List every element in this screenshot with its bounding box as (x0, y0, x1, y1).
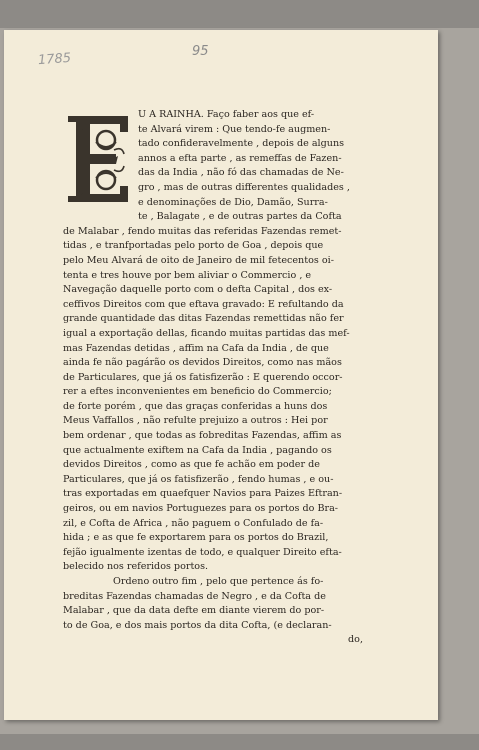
text-line: de forte porém , que das graças conferidas a huns dos (63, 400, 328, 412)
decree-text (63, 108, 363, 648)
catchword: do, (348, 634, 363, 646)
text-line: to de Goa, e dos mais portos da dita Cofta, (e declaran- (63, 619, 332, 631)
text-line: mas Fazendas detidas , affim na Cafa da India , de que (63, 342, 329, 354)
text-line: de Particulares, que já os fatisfizerão : E querendo occor- (63, 371, 343, 383)
text-line: tado confideravelmente , depois de alguns (138, 138, 345, 150)
text-line: grande quantidade das ditas Fazendas remettidas não fer (63, 313, 344, 325)
text-line: hida ; e as que fe exportarem para os portos do Brazil, (63, 532, 329, 544)
text-line: das da India , não fó das chamadas de Ne- (138, 167, 344, 179)
text-line: te Alvará virem : Que tendo-fe augmen- (138, 123, 331, 135)
text-line: geiros, ou em navios Portuguezes para os portos do Bra- (63, 503, 339, 515)
text-line: que actualmente exiftem na Cafa da India , pagando os (63, 444, 332, 456)
text-line: tenta e tres houve por bem aliviar o Commercio , e (63, 269, 312, 281)
text-line: annos a efta parte , as remeffas de Fazen- (138, 152, 342, 164)
text-line: Malabar , que da data defte em diante vierem do por- (63, 605, 325, 617)
text-line: Meus Vaffallos , não refulte prejuizo a outros : Hei por (63, 415, 328, 427)
text-line: tras exportadas em quaefquer Navios para Paizes Eftran- (63, 488, 343, 500)
pencil-annotation-top: 95 (192, 44, 209, 59)
text-line: rer a eftes inconvenientes em beneficio do Commercio; (63, 386, 332, 398)
text-line: breditas Fazendas chamadas de Negro , e da Cofta de (63, 590, 326, 602)
text-line: e denominações de Dio, Damão, Surra- (138, 196, 328, 208)
text-line: gro , mas de outras differentes qualidades , (138, 181, 350, 193)
text-line: fejão igualmente izentas de todo, e qualquer Direito efta- (63, 546, 342, 558)
text-line: pelo Meu Alvará de oito de Janeiro de mil fetecentos oi- (63, 254, 334, 266)
text-line: igual a exportação dellas, ficando muitas partidas das mef- (63, 327, 350, 339)
text-line: ainda fe não pagárão os devidos Direitos, como nas mãos (63, 357, 342, 369)
text-line: Ordeno outro fim , pelo que pertence ás fo- (113, 576, 324, 587)
text-line: tidas , e tranfportadas pelo porto de Goa , depois que (63, 240, 324, 252)
text-line: devidos Direitos , como as que fe achão em poder de (63, 459, 320, 471)
text-line: U A RAINHA. Faço faber aos que ef- (138, 109, 315, 120)
text-line: Navegação daquelle porto com o defta Capital , dos ex- (63, 284, 333, 296)
text-line: de Malabar , fendo muitas das referidas Fazendas remet- (63, 225, 342, 237)
text-line: bem ordenar , que todas as fobreditas Fazendas, affim as (63, 430, 342, 442)
text-line: zil, e Cofta de Africa , não paguem o Confulado de fa- (63, 517, 324, 529)
text-line: te , Balagate , e de outras partes da Cofta (138, 211, 342, 223)
text-line: ceffivos Direitos com que eftava gravado: E refultando da (63, 298, 344, 310)
document-page (4, 30, 438, 720)
pencil-annotation-left: 1785 (37, 50, 72, 69)
text-line: belecido nos referidos portos. (63, 561, 209, 573)
text-line: Particulares, que já os fatisfizerão , fendo humas , e ou- (63, 473, 334, 485)
